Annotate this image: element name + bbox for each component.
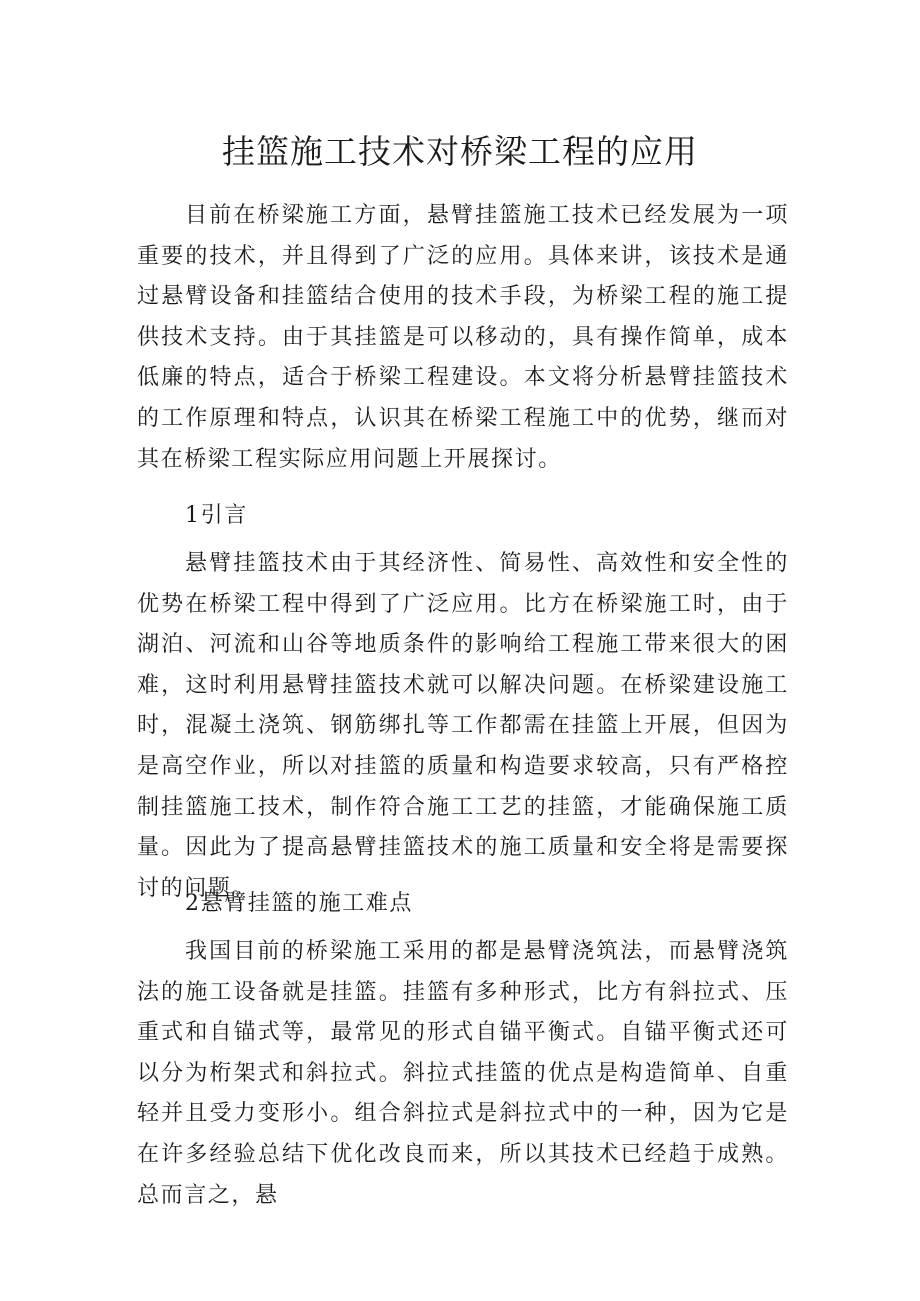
intro-paragraph: 目前在桥梁施工方面，悬臂挂篮施工技术已经发展为一项重要的技术，并且得到了广泛的应用。具体来讲，该技术是通过悬臂设备和挂篮结合使用的技术手段，为桥梁工程的施工提供技术支持。由于其挂篮是可以移动的，具有操作简单，成本低廉的特点，适合于桥梁工程建设。本文将分析悬臂挂篮技术的工作原理和特点，认识其在桥梁工程施工中的优势，继而对其在桥梁工程实际应用问题上开展探讨。 <box>137 203 789 472</box>
section-body-introduction: 悬臂挂篮技术由于其经济性、简易性、高效性和安全性的优势在桥梁工程中得到了广泛应用。比方在桥梁施工时，由于湖泊、河流和山谷等地质条件的影响给工程施工带来很大的困难，这时利用悬臂挂篮技术就可以解决问题。在桥梁建设施工时，混凝土浇筑、钢筋绑扎等工作都需在挂篮上开展，但因为是高空作业，所以对挂篮的质量和构造要求较高，只有严格控制挂篮施工技术，制作符合施工工艺的挂篮，才能确保施工质量。因此为了提高悬臂挂篮技术的施工质量和安全将是需要探讨的问题。 <box>137 551 789 901</box>
section-body-difficulties: 我国目前的桥梁施工采用的都是悬臂浇筑法，而悬臂浇筑法的施工设备就是挂篮。挂篮有多种形式，比方有斜拉式、压重式和自锚式等，最常见的形式自锚平衡式。自锚平衡式还可以分为桁架式和斜拉式。斜拉式挂篮的优点是构造简单、自重轻并且受力变形小。组合斜拉式是斜拉式中的一种，因为它是在许多经验总结下优化改良而来，所以其技术已经趋于成熟。总而言之，悬 <box>137 939 789 1208</box>
section-heading-introduction: 1引言 <box>185 503 248 528</box>
section-heading-difficulties: 2悬臂挂篮的施工难点 <box>185 891 413 916</box>
document-title: 挂篮施工技术对桥梁工程的应用 <box>222 132 698 171</box>
